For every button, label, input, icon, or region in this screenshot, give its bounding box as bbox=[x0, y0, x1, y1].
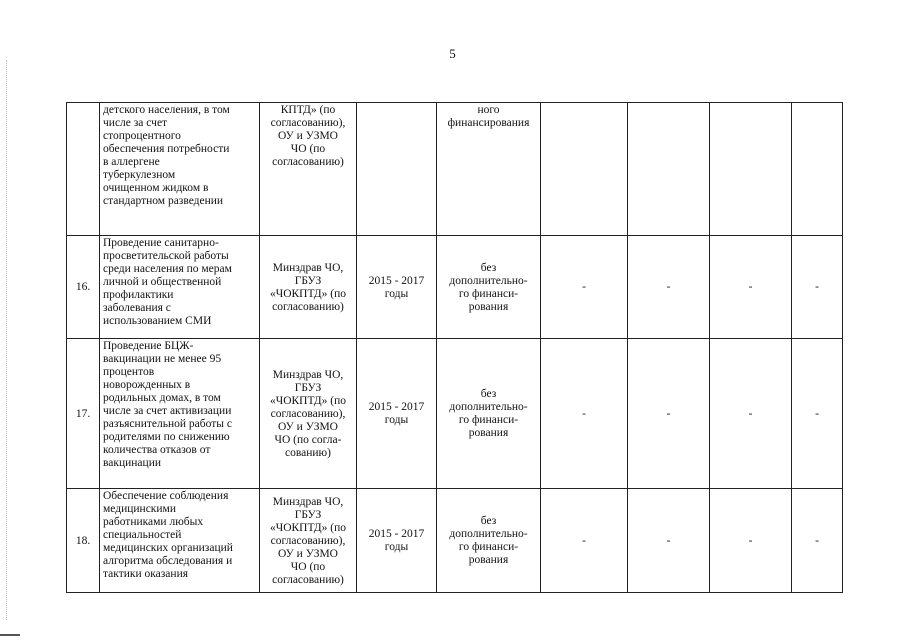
measure-description-line: медицинскими bbox=[103, 503, 176, 515]
funding-amount-2: - bbox=[628, 489, 710, 593]
executors-line: ЧО (по согла- bbox=[274, 433, 342, 446]
measure-description-line: родителями по снижению bbox=[103, 431, 230, 443]
measures-table bbox=[66, 102, 843, 593]
measure-description-line: личной и общественной bbox=[103, 276, 222, 288]
measure-description bbox=[100, 339, 260, 489]
funding-amount-2: - bbox=[628, 339, 710, 489]
executors-line: Минздрав ЧО, bbox=[272, 368, 344, 381]
measure-description bbox=[100, 236, 260, 339]
executors-line: «ЧОКПТД» (по bbox=[269, 521, 346, 534]
funding-source-line: дополнительно- bbox=[449, 528, 528, 540]
funding-source-line: го финанси- bbox=[458, 414, 519, 426]
executors-line: ОУ и УЗМО bbox=[278, 547, 338, 560]
period-line: годы bbox=[384, 541, 409, 553]
period bbox=[357, 236, 437, 339]
period-line: годы bbox=[384, 287, 409, 300]
executors-line: ОУ и УЗМО bbox=[278, 130, 338, 142]
scan-bottom-mark bbox=[0, 634, 20, 636]
executors bbox=[260, 339, 357, 489]
funding-source-line: без bbox=[480, 515, 497, 527]
funding-source-line: рования bbox=[468, 427, 509, 439]
period bbox=[357, 103, 437, 236]
funding-amount-1 bbox=[541, 103, 628, 236]
funding-source-line: го финанси- bbox=[458, 287, 519, 300]
measure-description-line: тактики оказания bbox=[103, 568, 189, 580]
scan-edge-marks bbox=[6, 60, 8, 620]
funding-source-line: ного bbox=[477, 104, 500, 116]
row-number: 17. bbox=[67, 339, 100, 489]
funding-source-line: рования bbox=[468, 554, 509, 566]
funding-source-line: без bbox=[480, 388, 497, 400]
measure-description-line: количества отказов от bbox=[103, 444, 211, 456]
funding-amount-1: - bbox=[541, 489, 628, 593]
row-number: 16. bbox=[67, 236, 100, 339]
measure-description-line: заболевания с bbox=[103, 302, 171, 314]
funding-amount-4: - bbox=[792, 339, 843, 489]
funding-amount-4: - bbox=[792, 489, 843, 593]
period-line: годы bbox=[384, 414, 409, 426]
measure-description-line: использованием СМИ bbox=[103, 315, 212, 327]
executors-line: сованию) bbox=[285, 446, 331, 459]
measure-description-line: числе за счет bbox=[103, 117, 168, 129]
measure-description-line: стандартном разведении bbox=[103, 195, 224, 207]
executors-line: согласованию), bbox=[270, 407, 346, 420]
executors-line: согласованию) bbox=[272, 300, 344, 313]
executors-line: Минздрав ЧО, bbox=[272, 495, 344, 508]
row-number bbox=[67, 103, 100, 236]
funding-source-line: без bbox=[480, 261, 497, 274]
funding-source-line: дополнительно- bbox=[449, 274, 528, 287]
measure-description-line: очищенном жидком в bbox=[103, 182, 209, 194]
executors-line: согласованию) bbox=[272, 573, 344, 586]
executors-line: «ЧОКПТД» (по bbox=[269, 394, 346, 407]
funding-source-line: рования bbox=[468, 300, 509, 313]
measure-description-line: среди населения по мерам bbox=[103, 263, 232, 275]
measure-description-line: алгоритма обследования и bbox=[103, 555, 233, 567]
measure-description-line: разъяснительной работы с bbox=[103, 418, 232, 430]
executors-line: ЧО (по bbox=[290, 560, 326, 573]
measure-description-line: работниками любых bbox=[103, 516, 204, 528]
funding-amount-3 bbox=[710, 103, 792, 236]
measure-description-line: Проведение БЦЖ- bbox=[103, 340, 194, 352]
row-number: 18. bbox=[67, 489, 100, 593]
measure-description-line: медицинских организаций bbox=[103, 542, 233, 554]
period bbox=[357, 339, 437, 489]
measure-description-line: родильных домах, в том bbox=[103, 392, 221, 404]
executors-line: ЧО (по bbox=[290, 143, 326, 155]
table-row bbox=[67, 339, 843, 489]
measure-description-line: процентов bbox=[103, 366, 155, 378]
executors-line: ГБУЗ bbox=[294, 274, 322, 287]
funding-source-line: дополнительно- bbox=[449, 401, 528, 413]
funding-amount-1: - bbox=[541, 236, 628, 339]
table-row bbox=[67, 103, 843, 236]
funding-amount-4: - bbox=[792, 236, 843, 339]
executors-line: КПТД» (по bbox=[280, 104, 336, 116]
measure-description-line: Обеспечение соблюдения bbox=[103, 490, 229, 502]
executors-line: ГБУЗ bbox=[294, 508, 322, 521]
measure-description bbox=[100, 103, 260, 236]
page-number: 5 bbox=[449, 46, 456, 61]
executors bbox=[260, 236, 357, 339]
funding-source bbox=[437, 103, 541, 236]
executors-line: согласованию), bbox=[270, 534, 346, 547]
period bbox=[357, 489, 437, 593]
measure-description-line: в аллергене bbox=[103, 156, 160, 168]
table-row bbox=[67, 489, 843, 593]
funding-amount-2 bbox=[628, 103, 710, 236]
executors-line: ОУ и УЗМО bbox=[278, 420, 338, 433]
table-row bbox=[67, 236, 843, 339]
measure-description-line: детского населения, в том bbox=[103, 104, 230, 116]
measure-description-line: специальностей bbox=[103, 529, 182, 541]
measure-description-line: профилактики bbox=[103, 289, 174, 301]
executors-line: ГБУЗ bbox=[294, 381, 322, 394]
period-line: 2015 - 2017 bbox=[368, 528, 425, 540]
executors bbox=[260, 103, 357, 236]
executors bbox=[260, 489, 357, 593]
measure-description-line: числе за счет активизации bbox=[103, 405, 232, 417]
executors-line: Минздрав ЧО, bbox=[272, 261, 344, 274]
period-line: 2015 - 2017 bbox=[368, 401, 425, 413]
measure-description bbox=[100, 489, 260, 593]
measure-description-line: стопроцентного bbox=[103, 130, 181, 142]
measure-description-line: Проведение санитарно- bbox=[103, 237, 219, 249]
executors-line: согласованию) bbox=[272, 156, 344, 168]
funding-source-line: финансирования bbox=[447, 117, 530, 129]
measure-description-line: обеспечения потребности bbox=[103, 143, 230, 155]
funding-amount-3: - bbox=[710, 339, 792, 489]
funding-source-line: го финанси- bbox=[458, 541, 519, 553]
funding-source bbox=[437, 489, 541, 593]
measure-description-line: просветительской работы bbox=[103, 250, 229, 262]
funding-amount-2: - bbox=[628, 236, 710, 339]
executors-line: согласованию), bbox=[270, 117, 346, 129]
measure-description-line: туберкулезном bbox=[103, 169, 176, 181]
funding-source bbox=[437, 339, 541, 489]
measure-description-line: вакцинации не менее 95 bbox=[103, 353, 222, 365]
funding-source bbox=[437, 236, 541, 339]
measure-description-line: новорожденных в bbox=[103, 379, 191, 391]
measure-description-line: вакцинации bbox=[103, 457, 161, 469]
executors-line: «ЧОКПТД» (по bbox=[269, 287, 346, 300]
funding-amount-3: - bbox=[710, 236, 792, 339]
funding-amount-3: - bbox=[710, 489, 792, 593]
funding-amount-1: - bbox=[541, 339, 628, 489]
period-line: 2015 - 2017 bbox=[368, 274, 425, 287]
funding-amount-4 bbox=[792, 103, 843, 236]
